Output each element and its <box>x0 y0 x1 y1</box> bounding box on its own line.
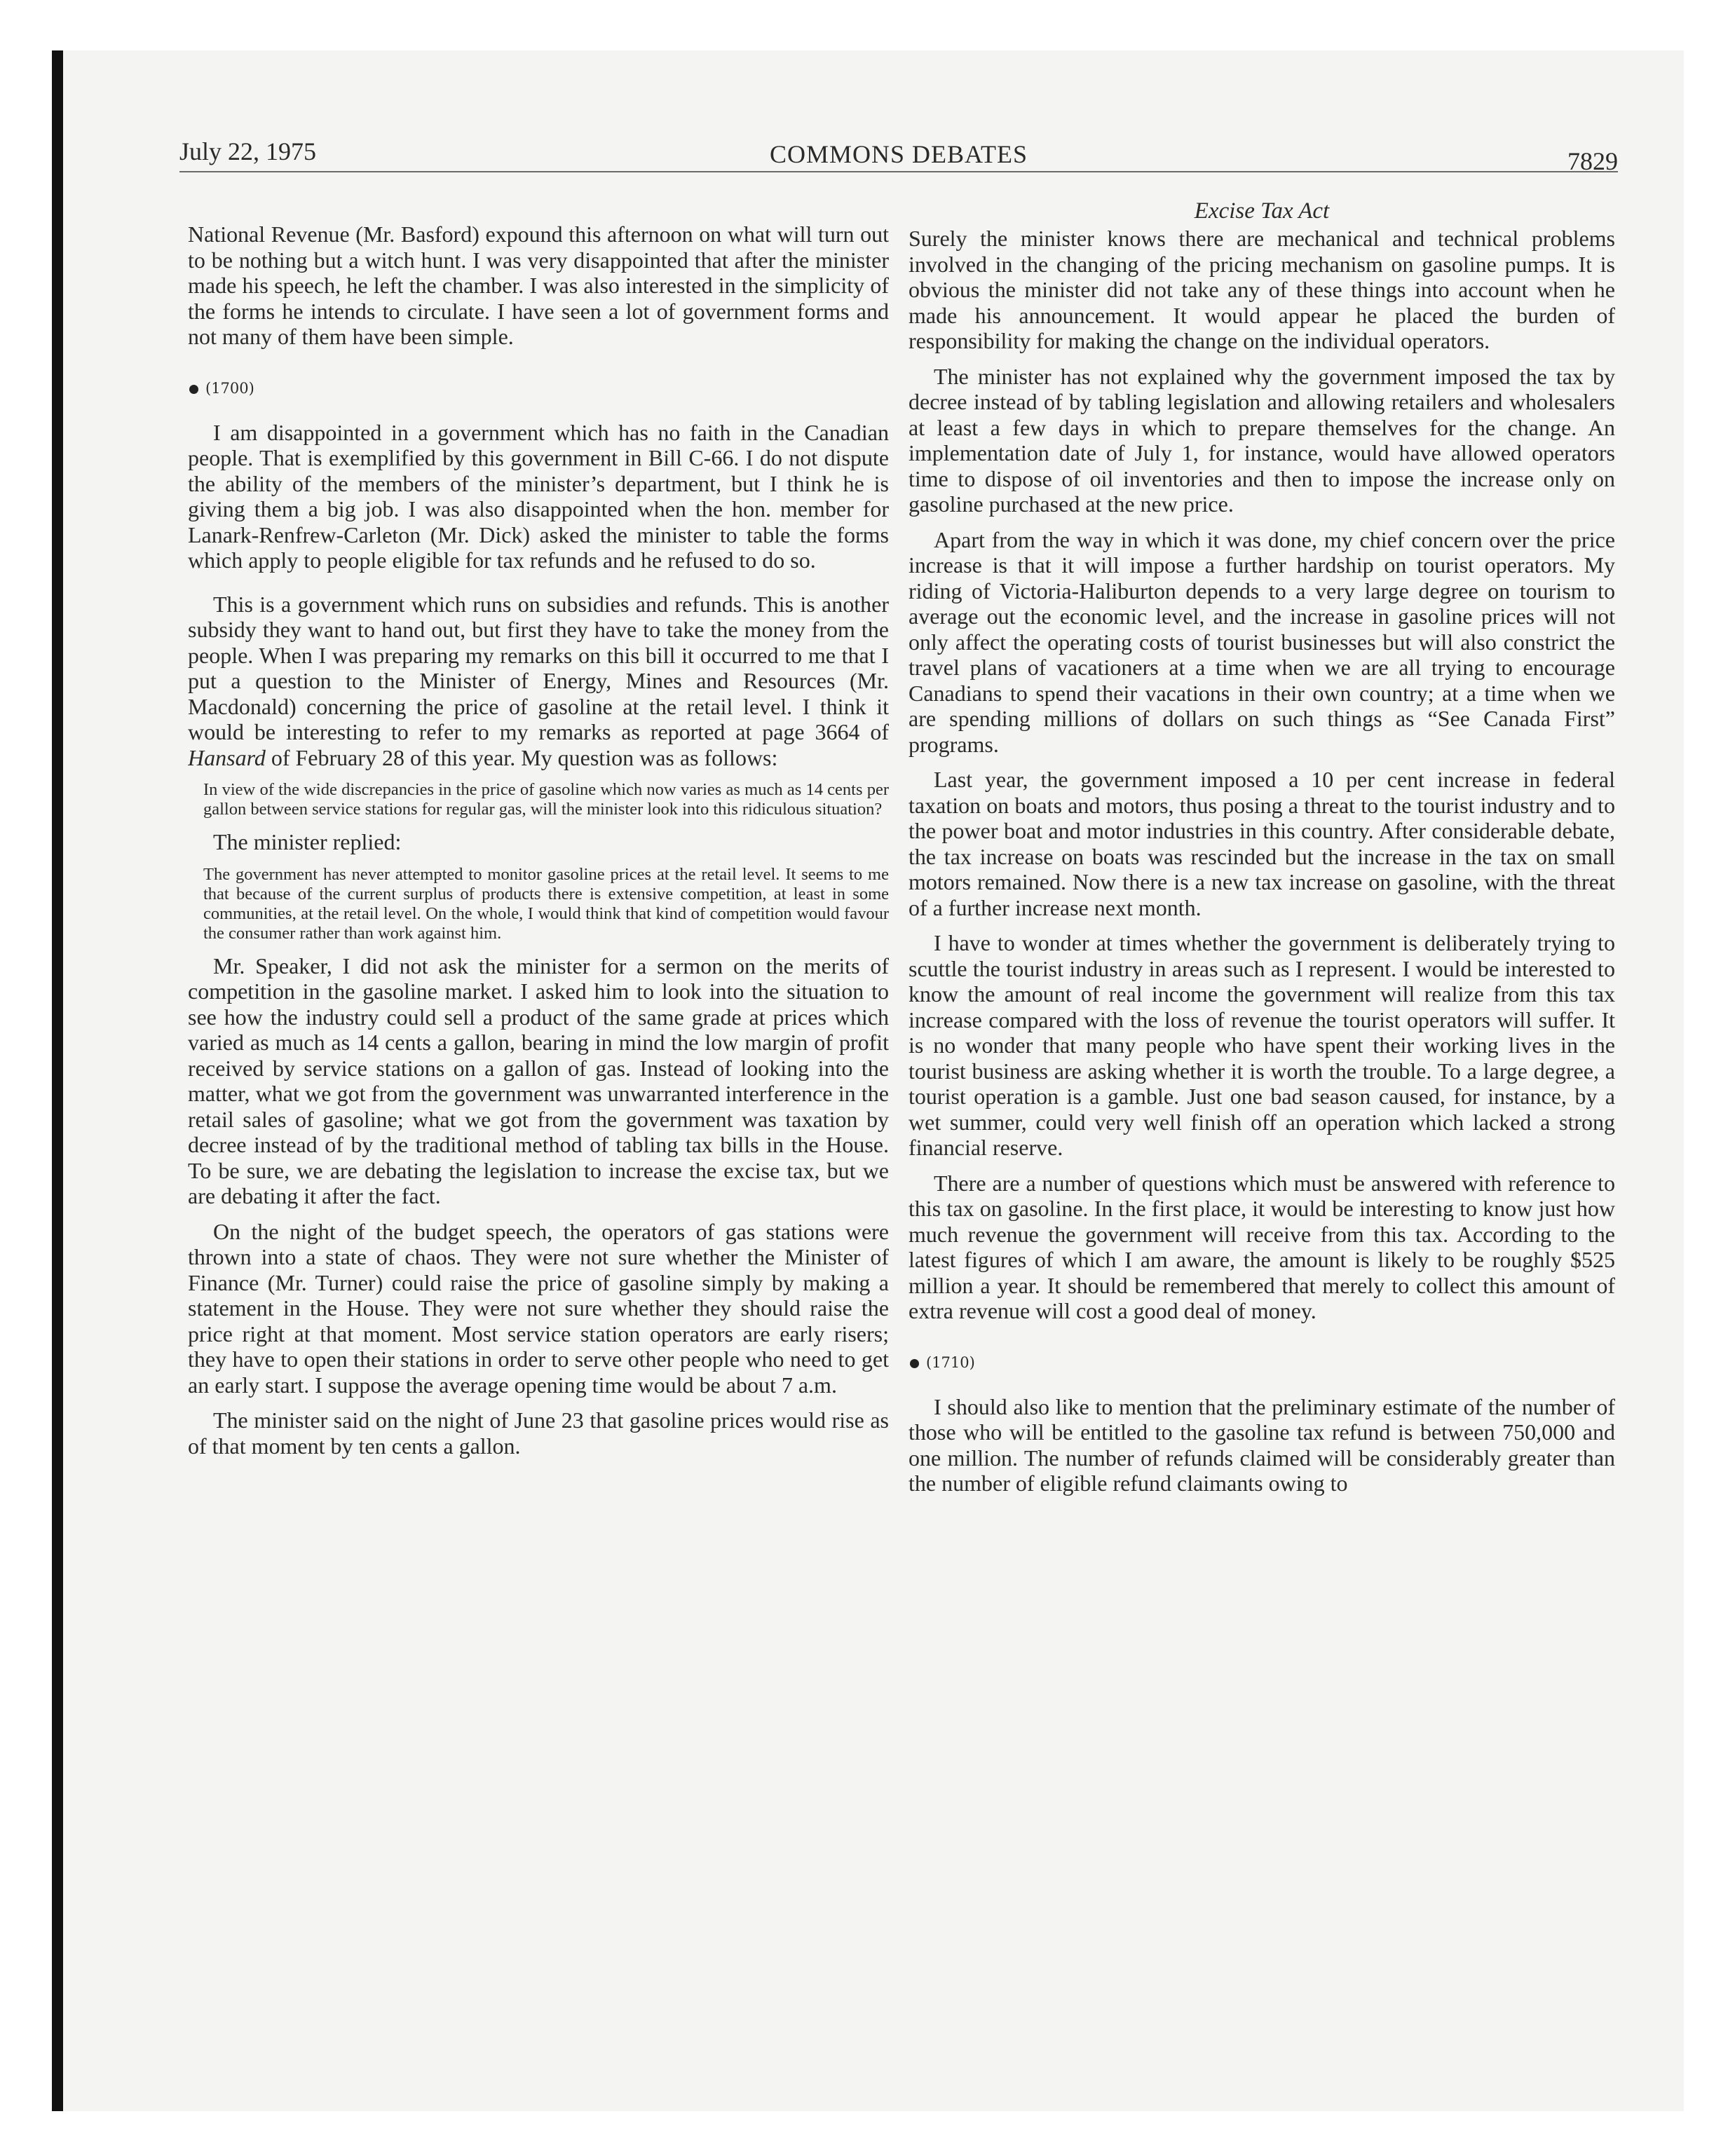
header-title: COMMONS DEBATES <box>769 140 1028 168</box>
paragraph: On the night of the budget speech, the operators of gas stations were thrown into a state of chaos. They were not sure whether the Minister of Finance (Mr. Turner) could raise the price of gasoline simply by making a statement in the House. They were not sure whether they should raise the price right at that moment. Most service station operators are early risers; they have to open their stations in order to serve other people who need to get an early start. I suppose the average opening time would be about 7 a.m. <box>188 1218 889 1398</box>
quote-text: The government has never attempted to monitor gasoline prices at the retail level. It seems to me that because of the current surplus of products there is extensive competition, at least in some communities, at the retail level. On the whole, I would think that kind of competition would favour the consumer rather than work against him. <box>203 864 889 943</box>
page-number: 7829 <box>1567 147 1618 175</box>
paragraph: The minister said on the night of June 23 that gasoline prices would rise as of that moment by ten cents a gallon. <box>188 1407 889 1459</box>
paragraph: I should also like to mention that the preliminary estimate of the number of those who will be entitled to the gasoline tax refund is between 750,000 and one million. The number of refunds claimed will be considerably greater than the number of eligible refund claimants owing to <box>909 1393 1615 1496</box>
paragraph: Apart from the way in which it was done, my chief concern over the price increase is that it will impose a further hardship on tourist operators. My riding of Victoria-Haliburton depends to a very large degree on tourism to average out the economic level, and the increase in gasoline prices will not only affect the operating costs of tourist businesses but will also constrict the travel plans of vacationers at a time when we are all trying to encourage Canadians to spend their vacations in their own country; at a time when we are spending millions of dollars on such things as “See Canada First” programs. <box>909 526 1615 757</box>
bullet-icon <box>189 385 198 394</box>
running-head: Excise Tax Act <box>1194 198 1330 224</box>
paragraph: I am disappointed in a government which has no faith in the Canadian people. That is exemplified by this government in Bill C-66. I do not dispute the ability of the members of the minister’s department, but I think he is giving them a big job. I was also disappointed when the hon. member for Lanark-Renfrew-Carleton (Mr. Dick) asked the minister to table the forms which apply to people eligible for tax refunds and he refused to do so. <box>188 419 889 573</box>
block-quote <box>203 865 889 943</box>
paragraph: Mr. Speaker, I did not ask the minister for a sermon on the merits of competition in the gasoline market. I asked him to look into the situation to see how the industry could sell a product of the same grade at prices which varied as much as 14 cents a gallon, bearing in mind the low margin of profit received by service stations on a gallon of gas. Instead of looking into the matter, what we got from the government was unwarranted interference in the retail sales of gasoline; what we got from the government was taxation by decree instead of by the traditional method of tabling tax bills in the House. To be sure, we are debating the legislation to increase the excise tax, but we are debating it after the fact. <box>188 953 889 1208</box>
time-marker <box>909 1352 1615 1373</box>
header-rule <box>179 171 1618 172</box>
hansard-reference: Hansard <box>188 744 266 770</box>
paragraph: National Revenue (Mr. Basford) expound this afternoon on what will turn out to be nothing but a witch hunt. I was very disappointed that after the minister made his speech, he left the chamber. I was also interested in the simplicity of the forms he intends to circulate. I have seen a lot of government forms and not many of them have been simple. <box>188 221 889 349</box>
paragraph <box>188 592 889 771</box>
quote-text: In view of the wide discrepancies in the price of gasoline which now varies as much as 14 cents per gallon between service stations for regular gas, will the minister look into this ridiculous situation? <box>203 780 889 819</box>
left-column <box>188 221 889 1883</box>
paragraph-text: of February 28 of this year. My question was as follows: <box>271 744 778 770</box>
time-marker-label: (1700) <box>205 379 254 397</box>
time-marker-label: (1710) <box>926 1353 975 1371</box>
header-date: July 22, 1975 <box>179 137 317 165</box>
time-marker <box>188 378 889 399</box>
paragraph: I have to wonder at times whether the government is deliberately trying to scuttle the tourist industry in areas such as I represent. I would be interested to know the amount of real income the government will realize from this tax increase compared with the loss of revenue the tourist operators will suffer. It is no wonder that many people who have spent their working lives in the tourist business are asking whether it is worth the trouble. To a large degree, a tourist operation is a gamble. Just one bad season caused, for instance, by a wet summer, could very well finish off an operation which lacked a strong financial reserve. <box>909 930 1615 1160</box>
paragraph: The minister has not explained why the government imposed the tax by decree instead of by tabling legislation and allowing retailers and wholesalers at least a few days in which to prepare themselves for the change. An implementation date of July 1, for instance, would have allowed operators time to dispose of oil inventories and then to impose the increase only on gasoline purchased at the new price. <box>909 363 1615 517</box>
page-header <box>179 137 1618 174</box>
block-quote <box>203 780 889 819</box>
bullet-icon <box>910 1359 919 1368</box>
paragraph: The minister replied: <box>213 829 402 854</box>
paragraph: Surely the minister knows there are mechanical and technical problems involved in the changing of the pricing mechanism on gasoline pumps. It is obvious the minister did not take any of these things into account when he made his announcement. It would appear he placed the burden of responsibility for making the change on the individual operators. <box>909 226 1615 353</box>
paragraph-text: This is a government which runs on subsidies and refunds. This is another subsidy they want to hand out, but first they have to take the money from the people. When I was preparing my remarks on this bill it occurred to me that I put a question to the Minister of Energy, Mines and Resources (Mr. Macdonald) concerning the price of gasoline at the retail level. I think it would be interesting to refer to my remarks as reported at page 3664 of <box>188 591 889 744</box>
right-column <box>909 226 1615 1887</box>
paragraph: Last year, the government imposed a 10 per cent increase in federal taxation on boats and motors, thus posing a threat to the tourist industry and to the power boat and motor industries in this country. After considerable debate, the tax increase on boats was rescinded but the increase in the tax on small motors remained. Now there is a new tax increase on gasoline, with the threat of a further increase next month. <box>909 767 1615 920</box>
binding-edge <box>52 50 63 2111</box>
paragraph: There are a number of questions which must be answered with reference to this tax on gasoline. In the first place, it would be interesting to know just how much revenue the government will receive from this tax. According to the latest figures of which I am aware, the amount is likely to be roughly $525 million a year. It should be remembered that merely to collect this amount of extra revenue will cost a good deal of money. <box>909 1170 1615 1323</box>
